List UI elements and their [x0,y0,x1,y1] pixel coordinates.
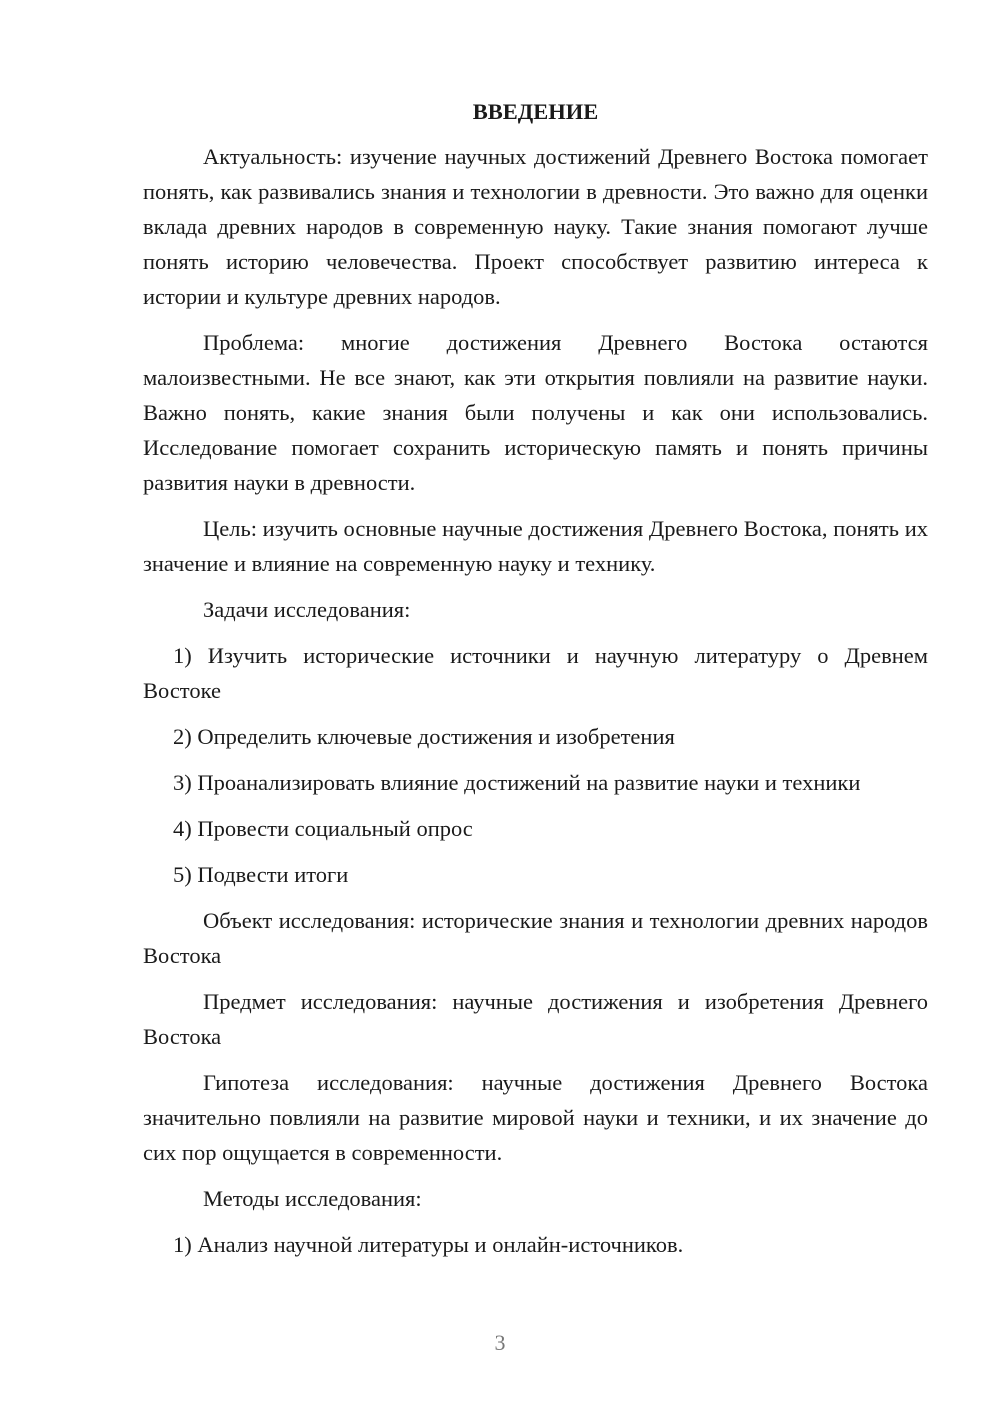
task-item-3: 3) Проанализировать влияние достижений на развитие науки и техники [173,770,861,795]
subject-paragraph: Предмет исследования: научные достижения и изобретения Древнего Востока [143,989,928,1049]
method-item-1: 1) Анализ научной литературы и онлайн-источников. [173,1232,684,1257]
problem-paragraph: Проблема: многие достижения Древнего Востока остаются малоизвестными. Не все знают, как эти открытия повлияли на развитие науки. Важно понять, какие знания были получены и как они использовались. Исследование помогает сохранить историческую память и понять причины развития науки в древности. [143,330,928,495]
task-item-1: 1) Изучить исторические источники и научную литературу о Древнем Востоке [143,643,928,703]
object-paragraph: Объект исследования: исторические знания и технологии древних народов Востока [143,908,928,968]
relevance-paragraph: Актуальность: изучение научных достижений Древнего Востока помогает понять, как развивались знания и технологии в древности. Это важно для оценки вклада древних народов в современную науку. Такие знания помогают лучше понять историю человечества. Проект способствует развитию интереса к истории и культуре древних народов. [143,144,928,309]
page-title: ВВЕДЕНИЕ [472,99,599,124]
task-item-4: 4) Провести социальный опрос [173,816,473,841]
hypothesis-paragraph: Гипотеза исследования: научные достижения Древнего Востока значительно повлияли на развитие мировой науки и техники, и их значение до сих пор ощущается в современности. [143,1070,928,1165]
methods-heading: Методы исследования: [203,1186,422,1211]
tasks-heading: Задачи исследования: [203,597,411,622]
document-page [143,94,928,1273]
page-number: 3 [494,1330,506,1355]
task-item-2: 2) Определить ключевые достижения и изобретения [173,724,675,749]
task-item-5: 5) Подвести итоги [173,862,349,887]
goal-paragraph: Цель: изучить основные научные достижения Древнего Востока, понять их значение и влияние на современную науку и технику. [143,516,928,576]
